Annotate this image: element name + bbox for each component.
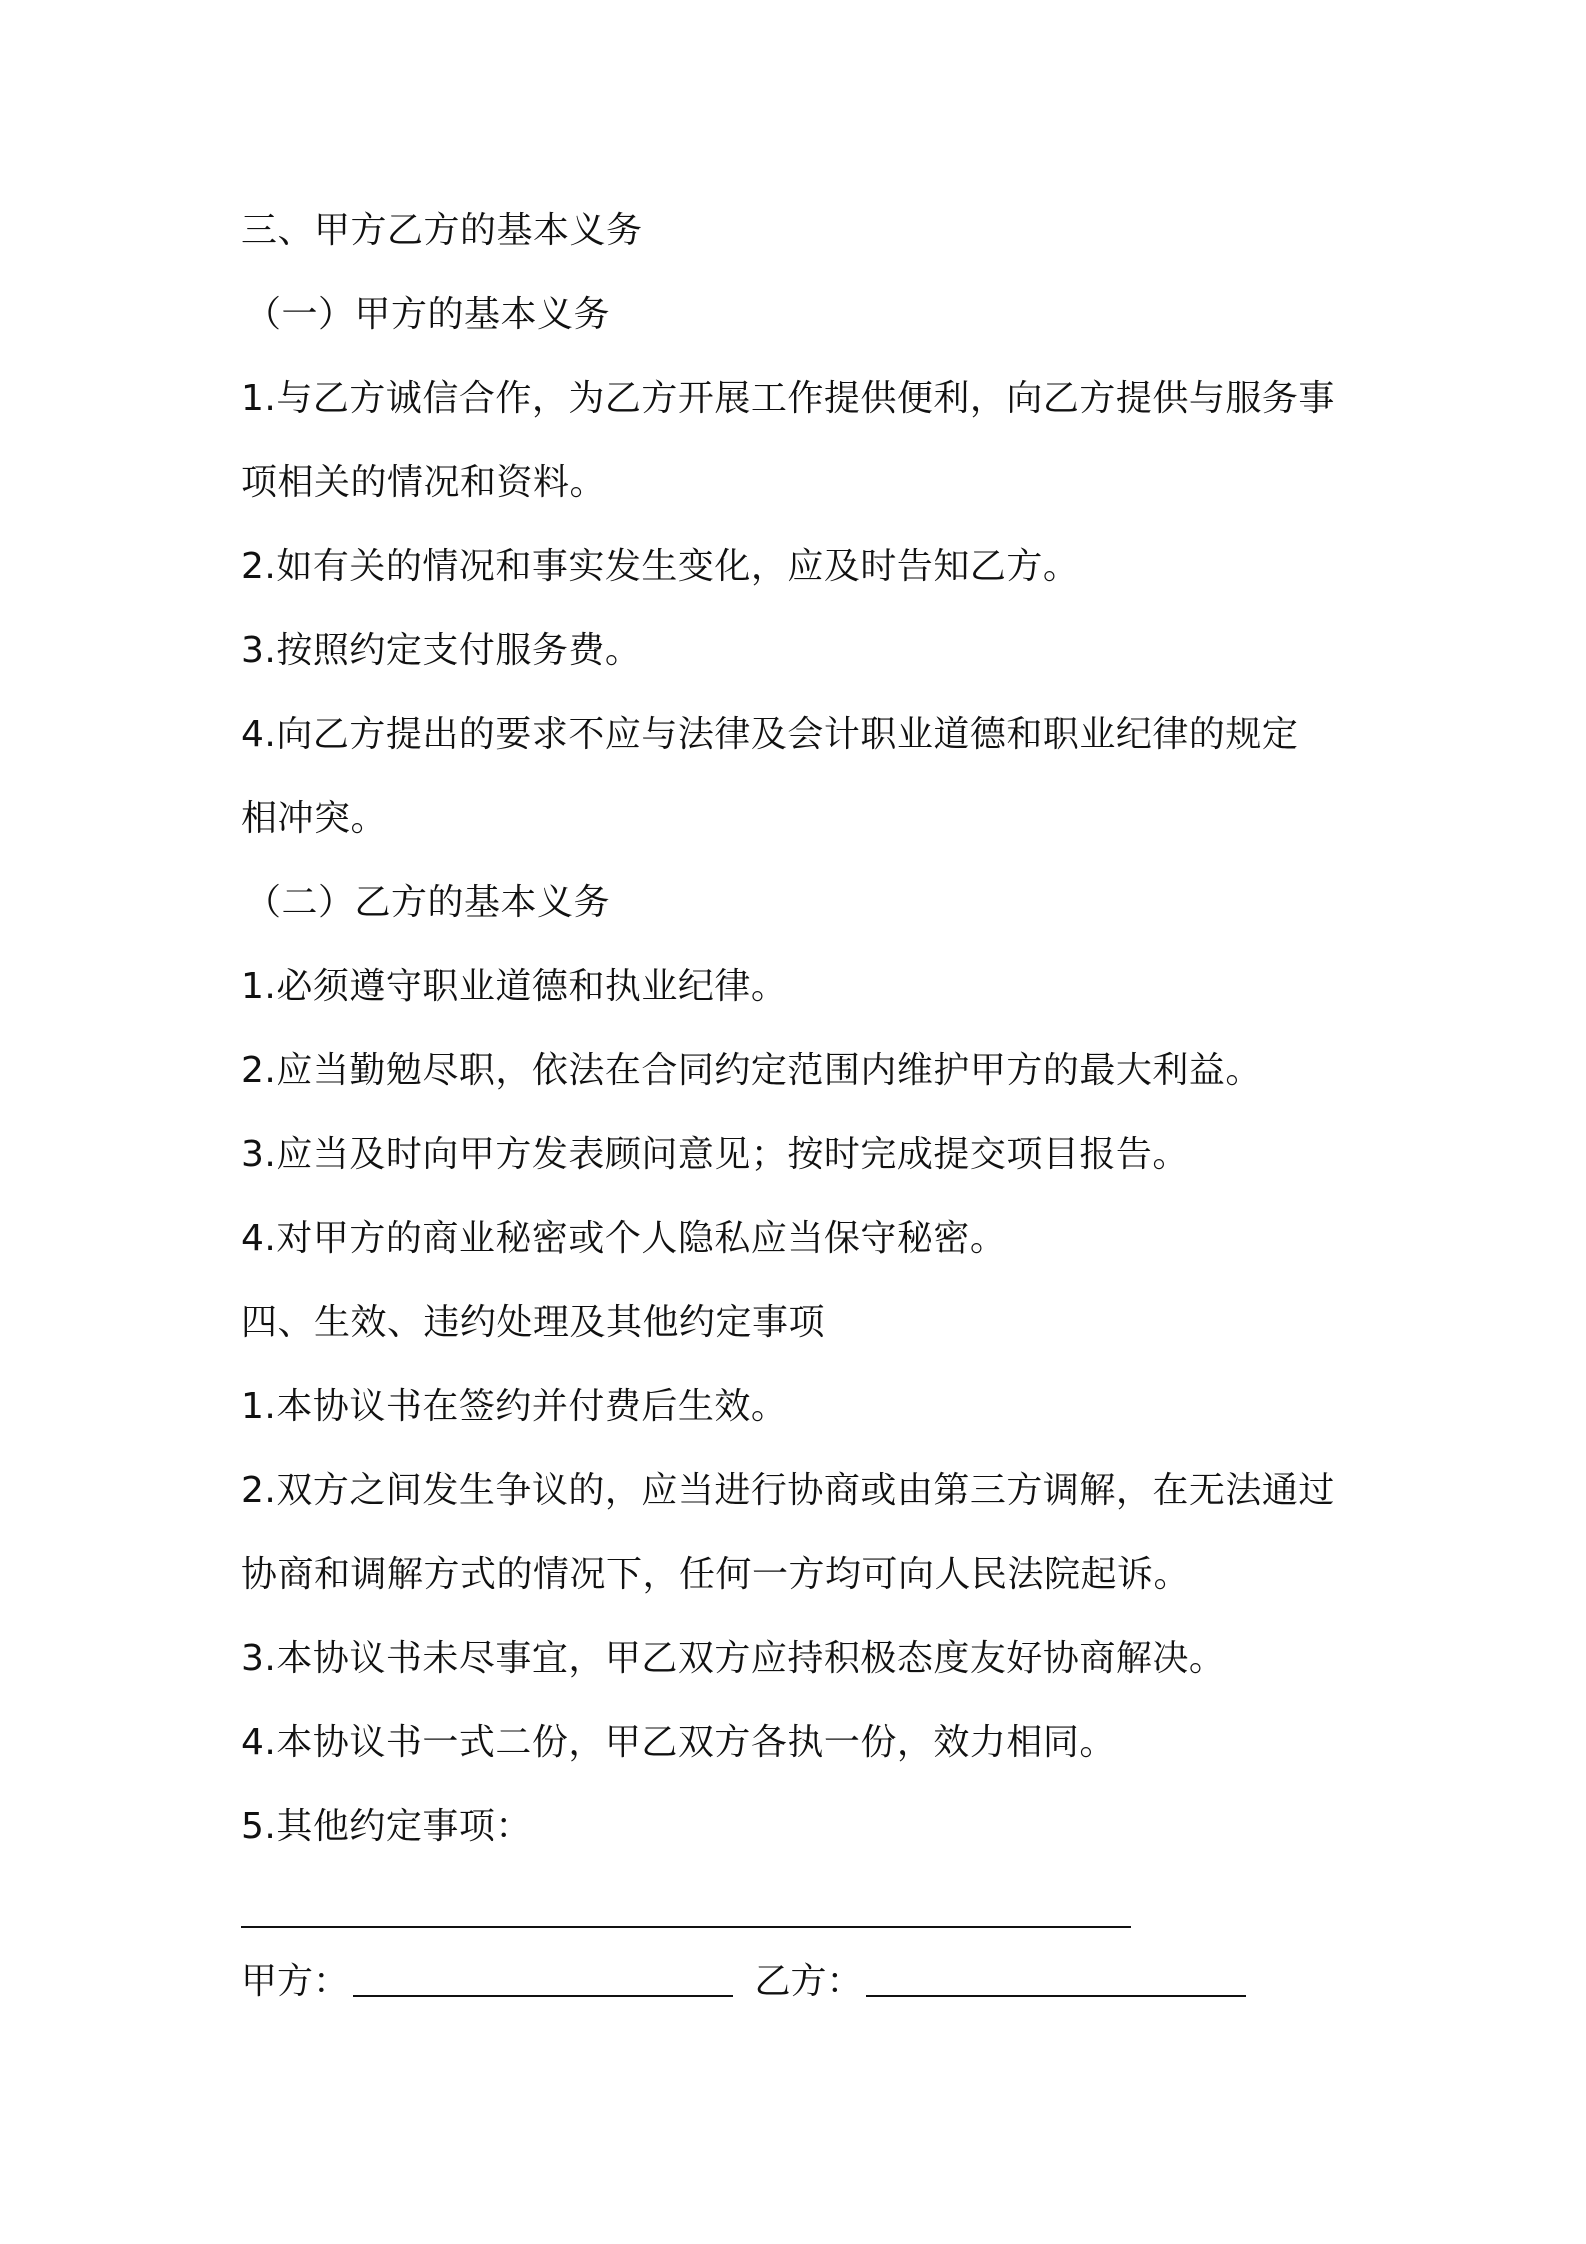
signature-row	[241, 1958, 1256, 2006]
paragraph-line: 5.其他约定事项：	[241, 1806, 532, 1847]
paragraph-line: 相冲突。	[241, 798, 388, 839]
paragraph-line: 3.本协议书未尽事宜，甲乙双方应持积极态度友好协商解决。	[241, 1638, 1226, 1679]
party-b-signature-blank[interactable]	[866, 1995, 1246, 1997]
paragraph-line: 4.本协议书一式二份，甲乙双方各执一份，效力相同。	[241, 1722, 1116, 1763]
paragraph-line: 4.向乙方提出的要求不应与法律及会计职业道德和职业纪律的规定	[241, 714, 1299, 755]
paragraph-line: 1.本协议书在签约并付费后生效。	[241, 1386, 788, 1427]
paragraph-line: 3.按照约定支付服务费。	[241, 630, 642, 671]
paragraph-line: 协商和调解方式的情况下，任何一方均可向人民法院起诉。	[241, 1554, 1191, 1595]
paragraph-line: 2.双方之间发生争议的，应当进行协商或由第三方调解，在无法通过	[241, 1470, 1335, 1511]
paragraph-line: 2.应当勤勉尽职，依法在合同约定范围内维护甲方的最大利益。	[241, 1050, 1262, 1091]
section-heading-4: 四、生效、违约处理及其他约定事项	[241, 1302, 826, 1343]
paragraph-line: 项相关的情况和资料。	[241, 462, 607, 503]
paragraph-line: 2.如有关的情况和事实发生变化，应及时告知乙方。	[241, 546, 1080, 587]
party-a-label: 甲方：	[241, 1961, 350, 2002]
subsection-heading-party-a: （一）甲方的基本义务	[245, 294, 611, 335]
party-b-label: 乙方：	[754, 1961, 863, 2002]
party-a-signature-blank[interactable]	[353, 1995, 733, 1997]
paragraph-line: 1.必须遵守职业道德和执业纪律。	[241, 966, 788, 1007]
subsection-heading-party-b: （二）乙方的基本义务	[245, 882, 611, 923]
paragraph-line: 4.对甲方的商业秘密或个人隐私应当保守秘密。	[241, 1218, 1007, 1259]
paragraph-line: 3.应当及时向甲方发表顾问意见；按时完成提交项目报告。	[241, 1134, 1189, 1175]
section-heading-3: 三、甲方乙方的基本义务	[241, 210, 643, 251]
other-terms-blank-line[interactable]	[241, 1926, 1131, 1928]
paragraph-line: 1.与乙方诚信合作，为乙方开展工作提供便利，向乙方提供与服务事	[241, 378, 1335, 419]
